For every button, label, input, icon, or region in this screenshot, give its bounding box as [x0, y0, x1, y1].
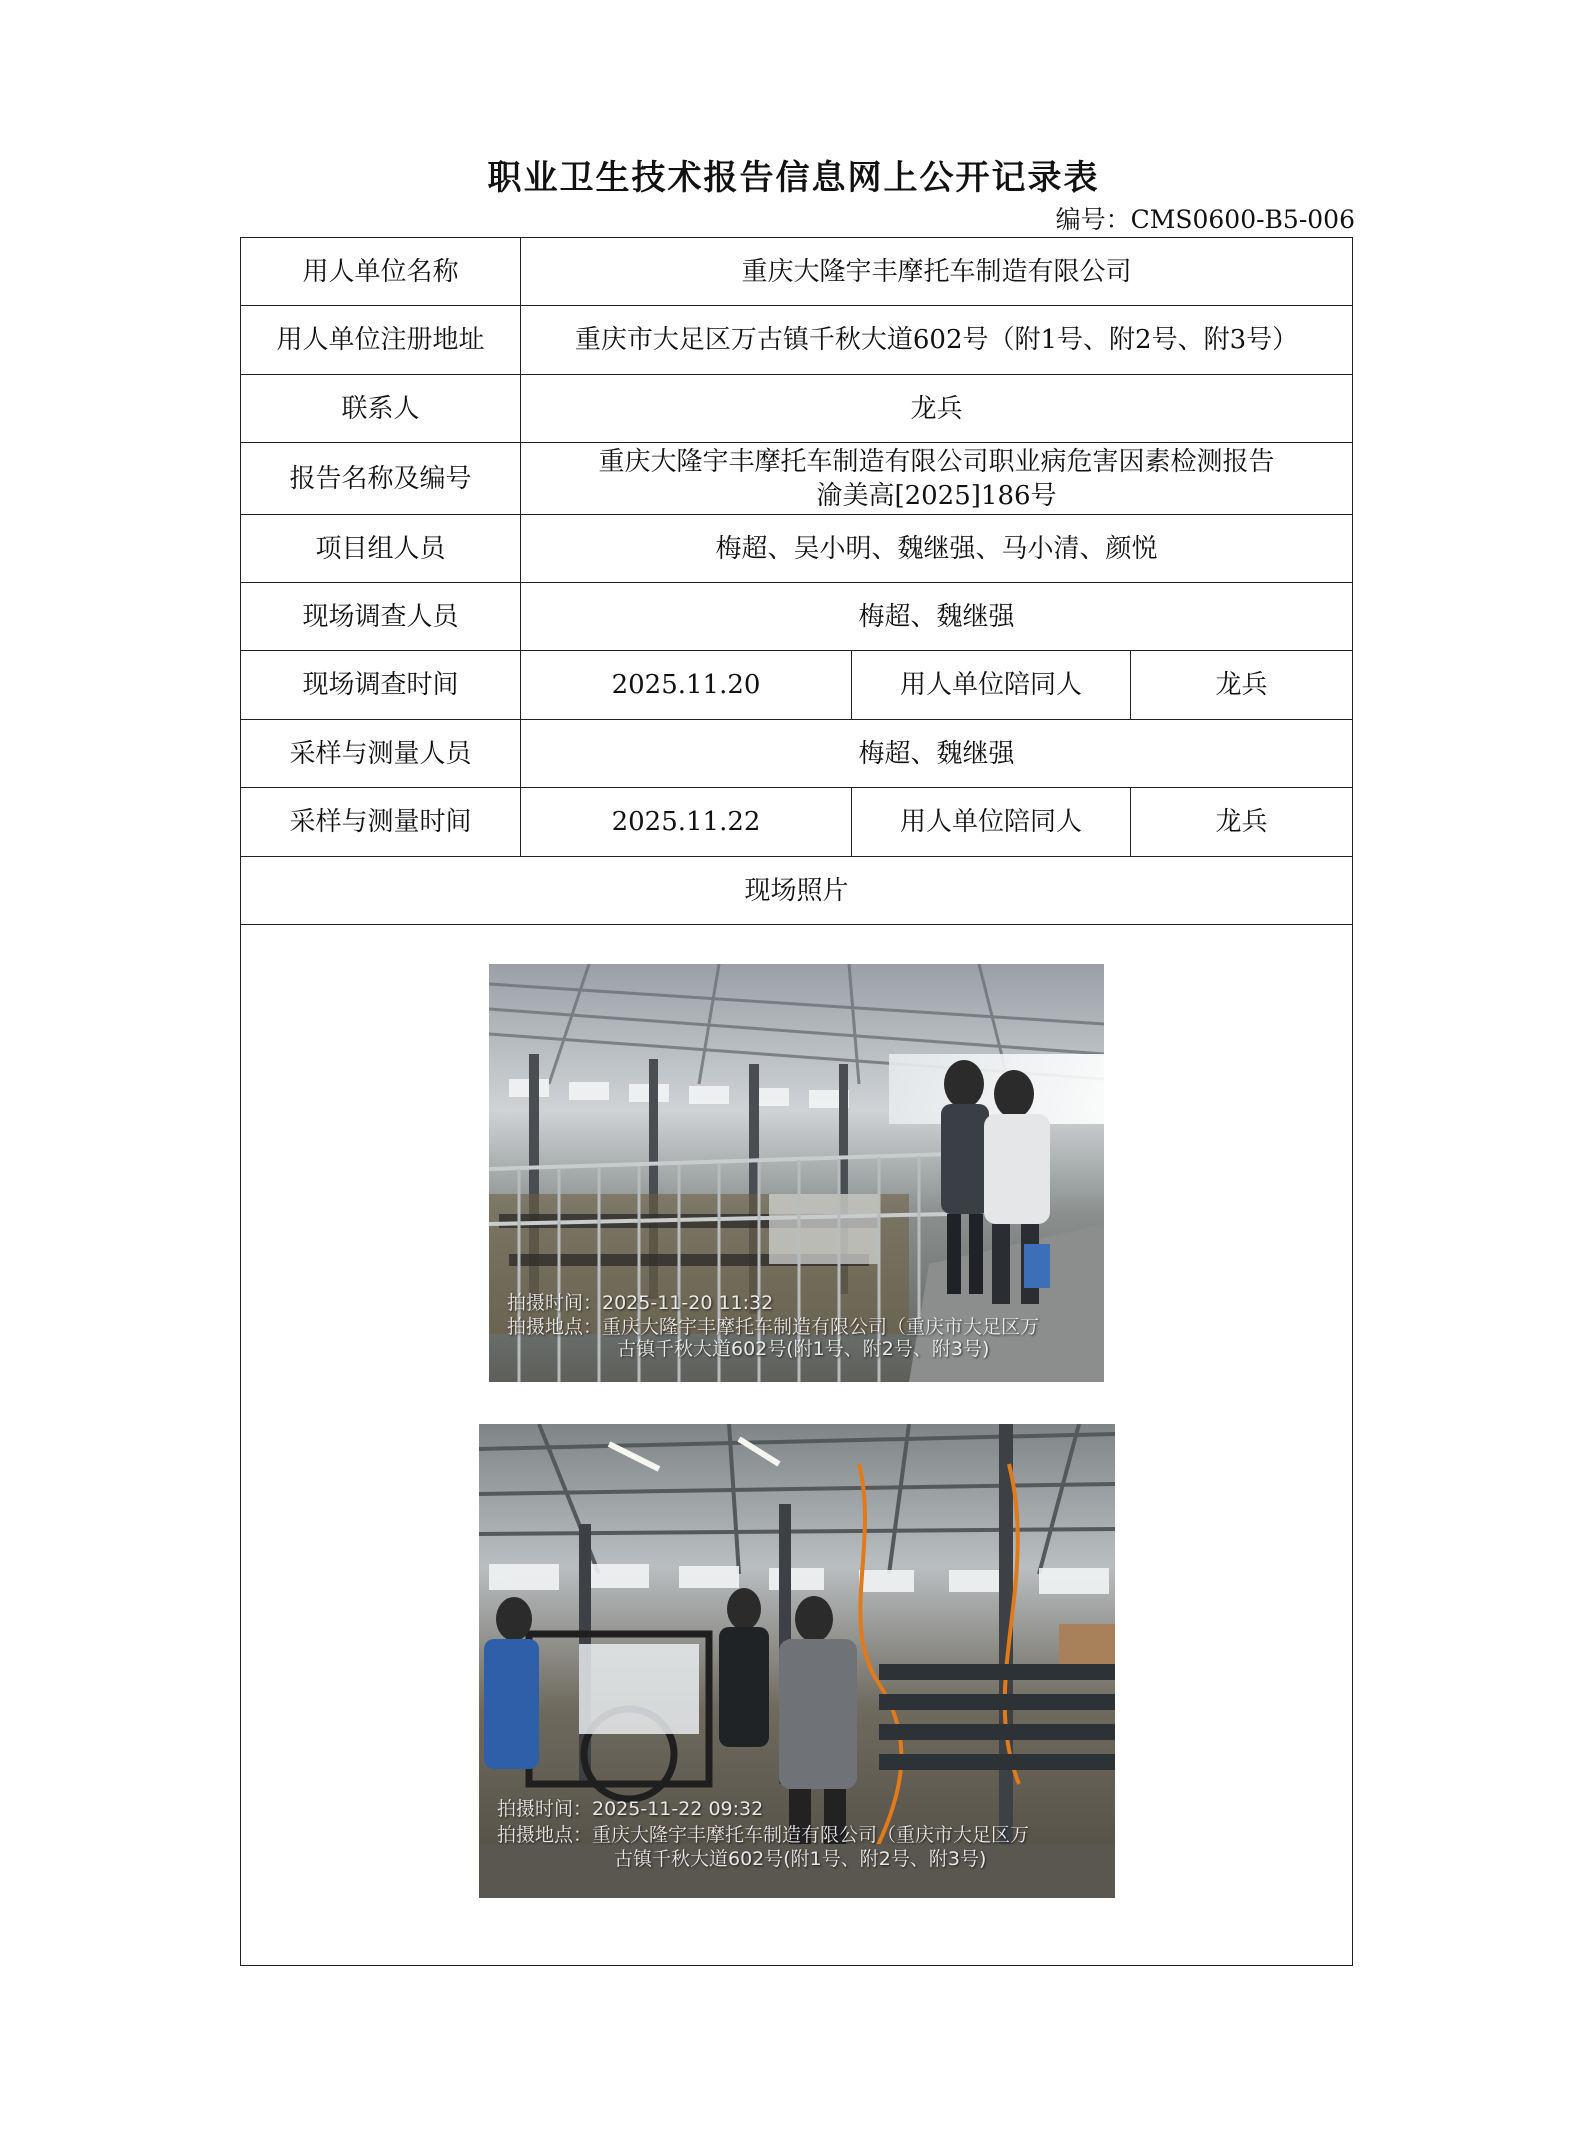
- photo-2-place-stamp: 拍摄地点：重庆大隆宇丰摩托车制造有限公司（重庆市大足区万: [497, 1824, 1030, 1846]
- photo-2-place-stamp-2: 古镇千秋大道602号(附1号、附2号、附3号): [614, 1848, 987, 1870]
- report-name: 重庆大隆宇丰摩托车制造有限公司职业病危害因素检测报告: [598, 446, 1275, 477]
- photo-1-place-stamp: 拍摄地点：重庆大隆宇丰摩托车制造有限公司（重庆市大足区万: [507, 1316, 1040, 1338]
- row-photos: [241, 925, 1353, 1966]
- survey-escort-label: 用人单位陪同人: [852, 651, 1131, 720]
- row-photos-header: [241, 857, 1353, 925]
- photos-cell: [241, 925, 1353, 1966]
- record-table: [240, 237, 1353, 1966]
- contact-label: 联系人: [241, 375, 521, 443]
- row-employer-name: [241, 238, 1353, 306]
- page-title: 职业卫生技术报告信息网上公开记录表: [487, 158, 1100, 198]
- survey-time-label: 现场调查时间: [241, 651, 521, 720]
- contact-value: 龙兵: [521, 375, 1353, 443]
- document-number: 编号：CMS0600-B5-006: [1055, 205, 1355, 234]
- row-team: [241, 515, 1353, 583]
- row-sampling-staff: [241, 720, 1353, 788]
- survey-escort-value: 龙兵: [1131, 651, 1353, 720]
- report-value: [521, 443, 1353, 515]
- photos-label: 现场照片: [241, 857, 1353, 925]
- sampling-time-label: 采样与测量时间: [241, 788, 521, 857]
- report-number: 渝美高[2025]186号: [816, 480, 1057, 511]
- team-value: 梅超、吴小明、魏继强、马小清、颜悦: [521, 515, 1353, 583]
- sampling-staff-label: 采样与测量人员: [241, 720, 521, 788]
- team-label: 项目组人员: [241, 515, 521, 583]
- row-survey-time: [241, 651, 1353, 720]
- employer-name-label: 用人单位名称: [241, 238, 521, 306]
- survey-time-value: 2025.11.20: [521, 651, 852, 720]
- survey-staff-value: 梅超、魏继强: [521, 583, 1353, 651]
- survey-staff-label: 现场调查人员: [241, 583, 521, 651]
- photo-2-time-stamp: 拍摄时间：2025-11-22 09:32: [497, 1798, 764, 1820]
- address-label: 用人单位注册地址: [241, 306, 521, 375]
- report-label: 报告名称及编号: [241, 443, 521, 515]
- row-address: [241, 306, 1353, 375]
- site-photo-2: [479, 1424, 1115, 1898]
- sampling-staff-value: 梅超、魏继强: [521, 720, 1353, 788]
- row-contact: [241, 375, 1353, 443]
- photo-1-place-stamp-2: 古镇千秋大道602号(附1号、附2号、附3号): [617, 1338, 990, 1360]
- row-survey-staff: [241, 583, 1353, 651]
- sampling-escort-value: 龙兵: [1131, 788, 1353, 857]
- address-value: 重庆市大足区万古镇千秋大道602号（附1号、附2号、附3号）: [521, 306, 1353, 375]
- sampling-escort-label: 用人单位陪同人: [852, 788, 1131, 857]
- photo-1-time-stamp: 拍摄时间：2025-11-20 11:32: [507, 1292, 774, 1314]
- sampling-time-value: 2025.11.22: [521, 788, 852, 857]
- row-sampling-time: [241, 788, 1353, 857]
- site-photo-1: [489, 964, 1104, 1382]
- row-report: [241, 443, 1353, 515]
- employer-name-value: 重庆大隆宇丰摩托车制造有限公司: [521, 238, 1353, 306]
